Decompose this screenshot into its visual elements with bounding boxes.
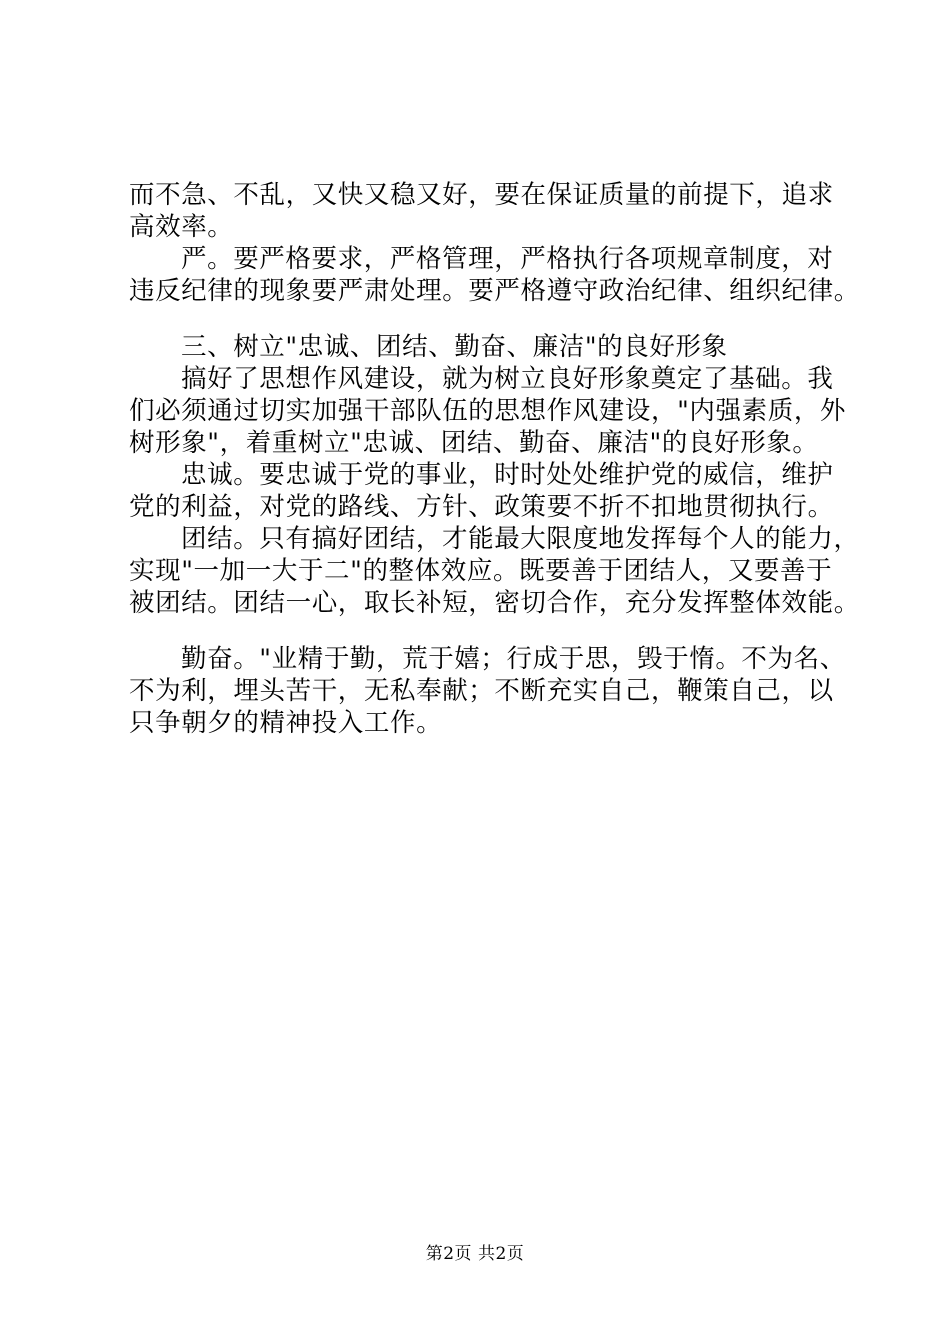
section-heading: 三、树立"忠诚、团结、勤奋、廉洁"的良好形象 [181,332,728,362]
body-line: 高效率。 [129,212,234,242]
body-line: 树形象"，着重树立"忠诚、团结、勤奋、廉洁"的良好形象。 [129,428,819,458]
body-line: 而不急、不乱，又快又稳又好，要在保证质量的前提下，追求 [129,180,834,210]
body-line: 被团结。团结一心，取长补短，密切合作，充分发挥整体效能。 [129,588,860,618]
body-line: 严。要严格要求，严格管理，严格执行各项规章制度，对 [181,244,834,274]
page-footer: 第2页 共2页 [425,1244,525,1264]
body-line: 不为利，埋头苦干，无私奉献；不断充实自己，鞭策自己，以 [129,676,834,706]
body-line: 实现"一加一大于二"的整体效应。既要善于团结人，又要善于 [129,556,833,586]
body-line: 团结。只有搞好团结，才能最大限度地发挥每个人的能力， [181,524,860,554]
body-line: 搞好了思想作风建设，就为树立良好形象奠定了基础。我 [181,364,834,394]
body-line: 勤奋。"业精于勤，荒于嬉；行成于思，毁于惰。不为名、 [181,644,846,674]
body-line: 违反纪律的现象要严肃处理。要严格遵守政治纪律、组织纪律。 [129,276,860,306]
body-line: 们必须通过切实加强干部队伍的思想作风建设，"内强素质，外 [129,396,847,426]
body-line: 只争朝夕的精神投入工作。 [129,708,443,738]
body-line: 党的利益，对党的路线、方针、政策要不折不扣地贯彻执行。 [129,492,834,522]
body-line: 忠诚。要忠诚于党的事业，时时处处维护党的威信，维护 [181,460,834,490]
